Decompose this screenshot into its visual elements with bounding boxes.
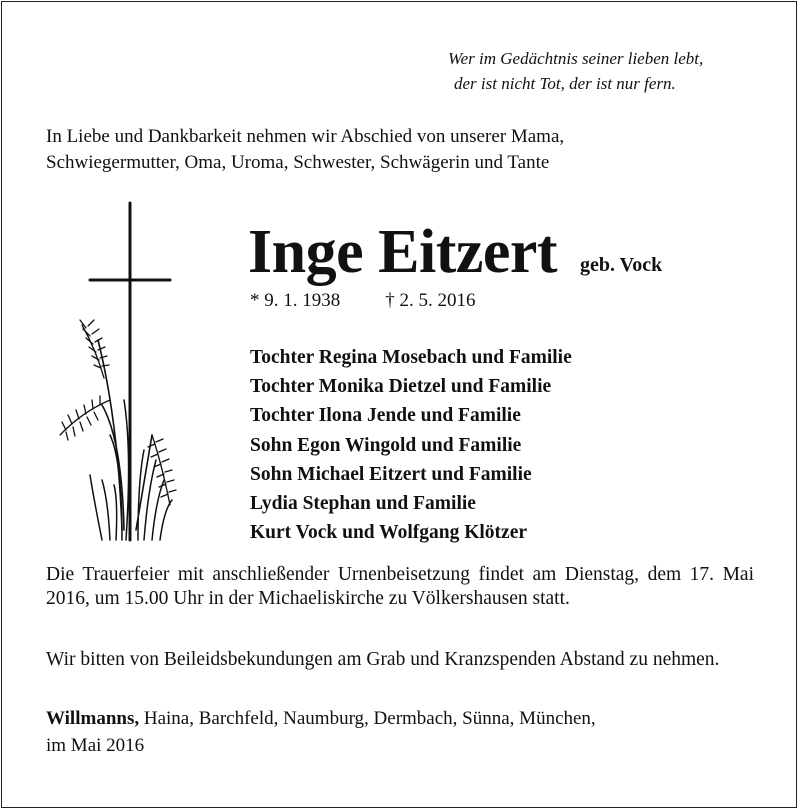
intro-line-2: Schwiegermutter, Oma, Uroma, Schwester, Schwägerin und Tante <box>46 152 550 173</box>
motto-quote <box>448 46 748 96</box>
maiden-name: geb. Vock <box>580 254 663 276</box>
birth-date: * 9. 1. 1938 <box>250 290 341 311</box>
intro-text <box>46 124 564 176</box>
motto-line-2: der ist nicht Tot, der ist nur fern. <box>454 74 676 93</box>
list-item: Sohn Michael Eitzert und Familie <box>250 463 532 485</box>
list-item: Sohn Egon Wingold und Familie <box>250 434 522 456</box>
mourners-list <box>250 343 572 547</box>
closing-places: Haina, Barchfeld, Naumburg, Dermbach, Sünna, München, <box>139 708 596 729</box>
list-item: Tochter Ilona Jende und Familie <box>250 405 521 427</box>
closing-signature <box>46 705 596 759</box>
list-item: Lydia Stephan und Familie <box>250 493 476 515</box>
cross-with-wheat-icon <box>52 200 192 545</box>
motto-line-1: Wer im Gedächtnis seiner lieben lebt, <box>448 49 704 68</box>
request-text: Wir bitten von Beileidsbekundungen am Grab und Kranzspenden Abstand zu nehmen. <box>46 649 720 670</box>
closing-place-bold: Willmanns, <box>46 708 140 729</box>
list-item: Tochter Monika Dietzel und Familie <box>250 376 552 398</box>
life-dates <box>250 290 476 312</box>
intro-line-1: In Liebe und Dankbarkeit nehmen wir Abschied von unserer Mama, <box>46 126 565 147</box>
list-item: Tochter Regina Mosebach und Familie <box>250 347 572 368</box>
closing-places-line <box>46 705 596 732</box>
ceremony-text: Die Trauerfeier mit anschließender Urnenbeisetzung findet am Dienstag, dem 17. Mai 2016, um 15.00 Uhr in der Michaeliskirche zu Völkershausen statt. <box>46 564 754 609</box>
closing-date: im Mai 2016 <box>46 735 145 756</box>
death-date: † 2. 5. 2016 <box>385 290 476 311</box>
deceased-name: Inge Eitzert <box>248 218 558 286</box>
list-item: Kurt Vock und Wolfgang Klötzer <box>250 522 528 544</box>
